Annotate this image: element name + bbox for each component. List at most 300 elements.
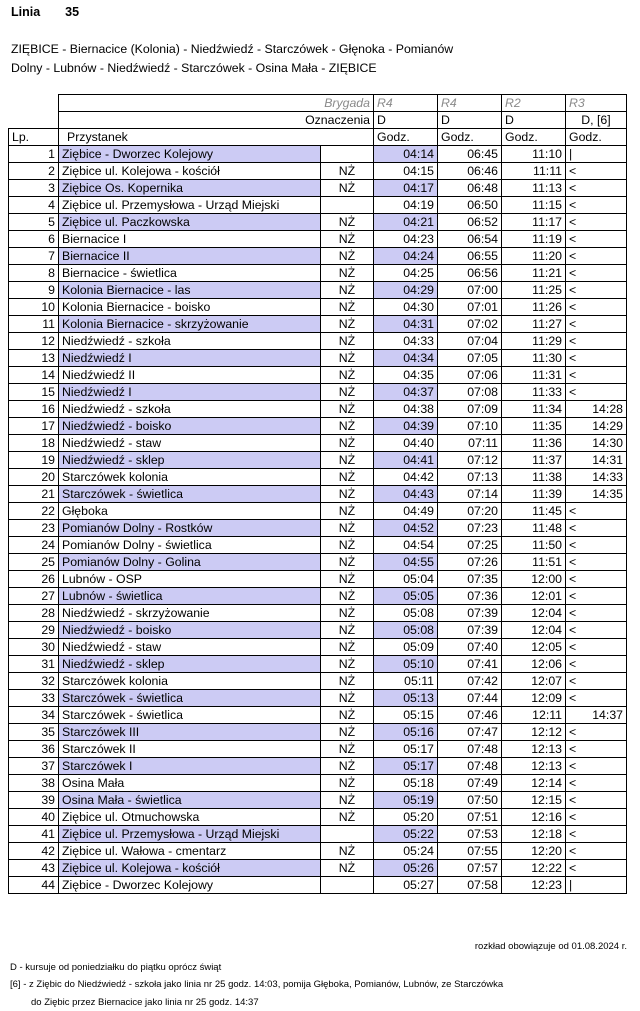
table-row [9,690,627,707]
departure-time: | [566,146,627,163]
stop-header: Przystanek [59,129,374,146]
departure-time: 12:18 [502,826,566,843]
stop-name: Niedźwiedź - boisko [59,418,321,435]
departure-time: 07:02 [438,316,502,333]
blank-cell [9,112,59,129]
departure-time: 11:39 [502,486,566,503]
departure-time: 12:13 [502,741,566,758]
departure-time: 11:45 [502,503,566,520]
departure-time: < [566,860,627,877]
lp-cell: 3 [9,180,59,197]
table-row [9,452,627,469]
departure-time: 11:50 [502,537,566,554]
table-row [9,214,627,231]
stop-name: Pomianów Dolny - Rostków [59,520,321,537]
table-row [9,180,627,197]
departure-time: 04:29 [374,282,438,299]
departure-time: 11:48 [502,520,566,537]
lp-cell: 11 [9,316,59,333]
departure-time: < [566,384,627,401]
lp-cell: 44 [9,877,59,894]
stop-mark: NŻ [321,435,374,452]
stop-name: Ziębice ul. Paczkowska [59,214,321,231]
table-row [9,758,627,775]
table-row [9,520,627,537]
stop-mark: NŻ [321,860,374,877]
departure-time: 07:25 [438,537,502,554]
table-row [9,656,627,673]
stop-name: Biernacice - świetlica [59,265,321,282]
departure-time: 11:34 [502,401,566,418]
table-row [9,163,627,180]
departure-time: 05:17 [374,741,438,758]
departure-time: 04:23 [374,231,438,248]
departure-time: < [566,605,627,622]
departure-time: 05:15 [374,707,438,724]
departure-time: 12:00 [502,571,566,588]
table-row [9,860,627,877]
departure-time: < [566,197,627,214]
oznaczenia-row [9,112,627,129]
stop-name: Niedźwiedź I [59,350,321,367]
lp-cell: 6 [9,231,59,248]
table-row [9,333,627,350]
departure-time: 07:20 [438,503,502,520]
stop-mark: NŻ [321,163,374,180]
departure-time: 04:52 [374,520,438,537]
lp-cell: 26 [9,571,59,588]
stop-mark: NŻ [321,469,374,486]
departure-time: < [566,690,627,707]
stop-mark: NŻ [321,792,374,809]
departure-time: 04:35 [374,367,438,384]
departure-time: 05:09 [374,639,438,656]
departure-time: < [566,775,627,792]
table-row [9,724,627,741]
departure-time: 06:50 [438,197,502,214]
stop-name: Niedźwiedź - boisko [59,622,321,639]
departure-time: 14:37 [566,707,627,724]
stop-mark [321,826,374,843]
departure-time: < [566,724,627,741]
table-row [9,571,627,588]
departure-time: 04:40 [374,435,438,452]
departure-time: < [566,367,627,384]
stop-mark: NŻ [321,486,374,503]
stop-name: Niedźwiedź - szkoła [59,401,321,418]
stop-mark: NŻ [321,843,374,860]
stop-name: Niedźwiedź - szkoła [59,333,321,350]
legend-six-line-2: do Ziębic przez Biernacice jako linia nr 25 godz. 14:37 [31,997,259,1008]
departure-time: 12:16 [502,809,566,826]
departure-time: 05:18 [374,775,438,792]
table-row [9,231,627,248]
departure-time: 04:30 [374,299,438,316]
table-row [9,248,627,265]
departure-time: 11:31 [502,367,566,384]
stop-mark: NŻ [321,741,374,758]
departure-time: 04:49 [374,503,438,520]
departure-time: 07:00 [438,282,502,299]
departure-time: 11:15 [502,197,566,214]
departure-time: 12:11 [502,707,566,724]
stop-mark: NŻ [321,588,374,605]
stop-name: Ziębice ul. Otmuchowska [59,809,321,826]
departure-time: 07:51 [438,809,502,826]
table-row [9,605,627,622]
oznaczenia-label: Oznaczenia [59,112,374,129]
departure-time: 07:53 [438,826,502,843]
departure-time: 07:44 [438,690,502,707]
stop-name: Biernacice I [59,231,321,248]
lp-cell: 28 [9,605,59,622]
timetable [8,94,627,894]
lp-cell: 24 [9,537,59,554]
departure-time: < [566,639,627,656]
departure-time: 07:23 [438,520,502,537]
table-row [9,639,627,656]
table-row [9,316,627,333]
stop-mark: NŻ [321,622,374,639]
table-row [9,622,627,639]
stop-mark: NŻ [321,520,374,537]
departure-time: < [566,826,627,843]
stop-name: Starczówek III [59,724,321,741]
line-header [11,5,79,19]
departure-time: 11:51 [502,554,566,571]
departure-time: 05:26 [374,860,438,877]
departure-time: 11:35 [502,418,566,435]
table-row [9,843,627,860]
stop-name: Osina Mała [59,775,321,792]
departure-time: 07:35 [438,571,502,588]
lp-cell: 40 [9,809,59,826]
lp-cell: 25 [9,554,59,571]
departure-time: 11:13 [502,180,566,197]
stop-name: Niedźwiedź - staw [59,639,321,656]
departure-time: 05:16 [374,724,438,741]
table-row [9,401,627,418]
table-row [9,826,627,843]
departure-time: < [566,843,627,860]
departure-time: 04:41 [374,452,438,469]
departure-time: 12:01 [502,588,566,605]
lp-cell: 19 [9,452,59,469]
departure-time: 06:45 [438,146,502,163]
table-row [9,537,627,554]
departure-time: < [566,588,627,605]
departure-time: 12:04 [502,622,566,639]
departure-time: 04:31 [374,316,438,333]
stop-mark: NŻ [321,418,374,435]
departure-time: 06:52 [438,214,502,231]
departure-time: 04:33 [374,333,438,350]
stop-mark: NŻ [321,401,374,418]
stop-name: Starczówek - świetlica [59,690,321,707]
departure-time: 07:57 [438,860,502,877]
table-row [9,350,627,367]
departure-time: 04:19 [374,197,438,214]
brygada-cell: R2 [502,95,566,112]
stop-mark: NŻ [321,554,374,571]
departure-time: 05:24 [374,843,438,860]
stop-mark [321,877,374,894]
departure-time: < [566,503,627,520]
departure-time: 05:08 [374,605,438,622]
departure-time: 04:55 [374,554,438,571]
table-row [9,503,627,520]
table-row [9,367,627,384]
oznaczenie-cell: D, [6] [566,112,627,129]
stop-name: Ziębice ul. Przemysłowa - Urząd Miejski [59,826,321,843]
stop-mark: NŻ [321,537,374,554]
departure-time: 06:55 [438,248,502,265]
lp-cell: 8 [9,265,59,282]
stop-mark: NŻ [321,758,374,775]
brygada-label: Brygada [59,95,374,112]
departure-time: 05:20 [374,809,438,826]
blank-cell [9,95,59,112]
departure-time: 07:55 [438,843,502,860]
departure-time: 14:35 [566,486,627,503]
stop-name: Niedźwiedź - skrzyżowanie [59,605,321,622]
departure-time: 05:11 [374,673,438,690]
brygada-cell: R3 [566,95,627,112]
stop-mark: NŻ [321,367,374,384]
departure-time: 12:22 [502,860,566,877]
departure-time: < [566,350,627,367]
stop-name: Kolonia Biernacice - skrzyżowanie [59,316,321,333]
departure-time: 07:12 [438,452,502,469]
departure-time: 11:25 [502,282,566,299]
brygada-row [9,95,627,112]
stop-name: Niedźwiedź II [59,367,321,384]
departure-time: 07:08 [438,384,502,401]
lp-cell: 16 [9,401,59,418]
departure-time: 05:22 [374,826,438,843]
stop-name: Starczówek I [59,758,321,775]
stop-mark: NŻ [321,180,374,197]
lp-cell: 30 [9,639,59,656]
stop-mark: NŻ [321,282,374,299]
departure-time: 07:47 [438,724,502,741]
departure-time: 07:26 [438,554,502,571]
table-row [9,877,627,894]
departure-time: 12:05 [502,639,566,656]
departure-time: 07:41 [438,656,502,673]
lp-cell: 18 [9,435,59,452]
lp-cell: 15 [9,384,59,401]
departure-time: 05:10 [374,656,438,673]
departure-time: 11:36 [502,435,566,452]
lp-cell: 43 [9,860,59,877]
stop-mark: NŻ [321,656,374,673]
departure-time: 11:26 [502,299,566,316]
table-row [9,282,627,299]
departure-time: 04:42 [374,469,438,486]
departure-time: 12:07 [502,673,566,690]
departure-time: 11:20 [502,248,566,265]
lp-cell: 27 [9,588,59,605]
stop-name: Ziębice ul. Kolejowa - kościół [59,163,321,180]
departure-time: < [566,248,627,265]
stop-mark: NŻ [321,248,374,265]
lp-cell: 2 [9,163,59,180]
table-row [9,299,627,316]
table-row [9,792,627,809]
lp-cell: 34 [9,707,59,724]
stop-mark: NŻ [321,265,374,282]
departure-time: 14:29 [566,418,627,435]
lp-cell: 7 [9,248,59,265]
stop-name: Starczówek kolonia [59,469,321,486]
departure-time: 14:30 [566,435,627,452]
departure-time: 04:38 [374,401,438,418]
stop-name: Kolonia Biernacice - boisko [59,299,321,316]
departure-time: < [566,163,627,180]
lp-cell: 22 [9,503,59,520]
lp-cell: 9 [9,282,59,299]
brygada-cell: R4 [438,95,502,112]
table-row [9,741,627,758]
departure-time: 12:06 [502,656,566,673]
departure-time: < [566,741,627,758]
departure-time: < [566,299,627,316]
departure-time: 12:13 [502,758,566,775]
departure-time: 05:13 [374,690,438,707]
departure-time: 12:15 [502,792,566,809]
departure-time: 11:21 [502,265,566,282]
departure-time: 07:05 [438,350,502,367]
stop-name: Starczówek - świetlica [59,707,321,724]
departure-time: 11:17 [502,214,566,231]
departure-time: 04:34 [374,350,438,367]
departure-time: 07:14 [438,486,502,503]
departure-time: | [566,877,627,894]
stop-mark [321,146,374,163]
godz-header: Godz. [502,129,566,146]
stop-mark: NŻ [321,775,374,792]
stop-mark: NŻ [321,214,374,231]
departure-time: 14:31 [566,452,627,469]
lp-cell: 42 [9,843,59,860]
departure-time: 07:09 [438,401,502,418]
stop-mark: NŻ [321,809,374,826]
departure-time: 11:19 [502,231,566,248]
stop-name: Ziębice Os. Kopernika [59,180,321,197]
departure-time: 07:46 [438,707,502,724]
departure-time: < [566,792,627,809]
departure-time: 05:04 [374,571,438,588]
table-row [9,588,627,605]
departure-time: 07:10 [438,418,502,435]
lp-cell: 5 [9,214,59,231]
departure-time: 06:48 [438,180,502,197]
table-row [9,418,627,435]
stop-name: Ziębice - Dworzec Kolejowy [59,877,321,894]
departure-time: < [566,656,627,673]
departure-time: 04:54 [374,537,438,554]
departure-time: 14:33 [566,469,627,486]
stop-mark: NŻ [321,231,374,248]
departure-time: < [566,231,627,248]
departure-time: 11:33 [502,384,566,401]
table-row [9,146,627,163]
departure-time: < [566,520,627,537]
lp-cell: 32 [9,673,59,690]
oznaczenie-cell: D [374,112,438,129]
stop-name: Ziębice ul. Wałowa - cmentarz [59,843,321,860]
departure-time: 07:04 [438,333,502,350]
legend-six-line-1: [6] - z Ziębic do Niedźwiedź - szkoła jako linia nr 25 godz. 14:03, pomija Głęboka, Pomianów, Lubnów, ze Starczówka [10,979,504,990]
legend-d: D - kursuje od poniedziałku do piątku oprócz świąt [10,962,222,973]
route-description [11,40,631,78]
departure-time: 04:21 [374,214,438,231]
stop-name: Niedźwiedź I [59,384,321,401]
stop-mark: NŻ [321,639,374,656]
oznaczenie-cell: D [438,112,502,129]
table-row [9,384,627,401]
lp-cell: 10 [9,299,59,316]
departure-time: 12:20 [502,843,566,860]
godz-header: Godz. [374,129,438,146]
departure-time: 06:56 [438,265,502,282]
departure-time: 07:48 [438,741,502,758]
departure-time: 12:09 [502,690,566,707]
table-row [9,435,627,452]
stop-name: Ziębice ul. Kolejowa - kościół [59,860,321,877]
lp-cell: 12 [9,333,59,350]
departure-time: < [566,316,627,333]
departure-time: 05:08 [374,622,438,639]
validity-note: rozkład obowiązuje od 01.08.2024 r. [474,941,627,952]
lp-cell: 33 [9,690,59,707]
departure-time: 06:54 [438,231,502,248]
route-line-1: ZIĘBICE - Biernacice (Kolonia) - Niedźwiedź - Starczówek - Głęnoka - Pomianów [11,42,454,56]
lp-cell: 14 [9,367,59,384]
lp-cell: 23 [9,520,59,537]
stop-mark: NŻ [321,690,374,707]
lp-cell: 13 [9,350,59,367]
table-row [9,486,627,503]
stop-name: Osina Mała - świetlica [59,792,321,809]
departure-time: 07:13 [438,469,502,486]
table-row [9,809,627,826]
lp-cell: 38 [9,775,59,792]
stop-name: Ziębice ul. Przemysłowa - Urząd Miejski [59,197,321,214]
stop-name: Lubnów - OSP [59,571,321,588]
stop-mark: NŻ [321,350,374,367]
stop-mark: NŻ [321,384,374,401]
departure-time: 04:43 [374,486,438,503]
departure-time: 07:11 [438,435,502,452]
stop-name: Lubnów - świetlica [59,588,321,605]
departure-time: 07:58 [438,877,502,894]
oznaczenie-cell: D [502,112,566,129]
brygada-cell: R4 [374,95,438,112]
stop-name: Ziębice - Dworzec Kolejowy [59,146,321,163]
stop-mark: NŻ [321,333,374,350]
lp-cell: 17 [9,418,59,435]
departure-time: 05:27 [374,877,438,894]
departure-time: 11:11 [502,163,566,180]
departure-time: 11:30 [502,350,566,367]
departure-time: 04:37 [374,384,438,401]
table-row [9,707,627,724]
table-row [9,673,627,690]
departure-time: 07:06 [438,367,502,384]
stop-name: Pomianów Dolny - świetlica [59,537,321,554]
